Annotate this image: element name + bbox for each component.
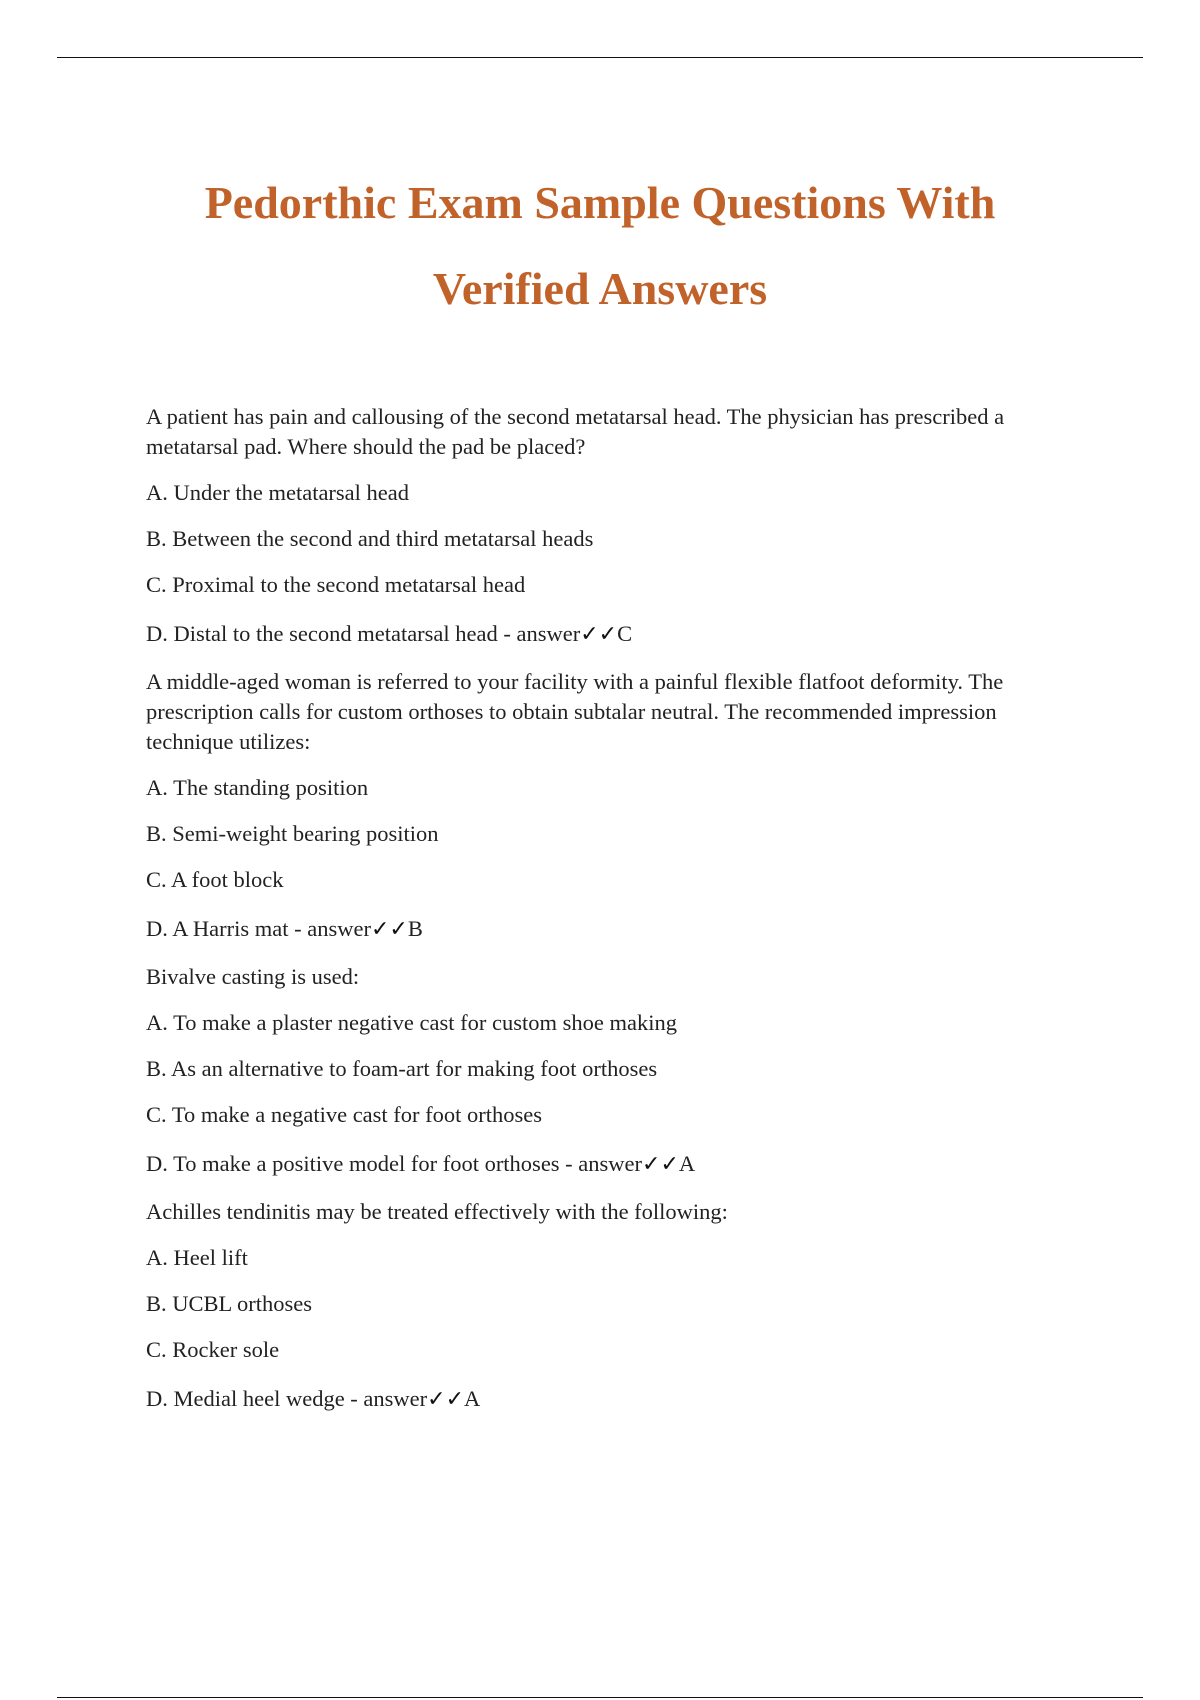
question-2-option-d bbox=[146, 911, 1086, 948]
question-3-option-c: C. To make a negative cast for foot orthoses bbox=[146, 1102, 543, 1127]
check-icon: ✓✓ bbox=[642, 1152, 679, 1177]
question-4-option-b: B. UCBL orthoses bbox=[146, 1291, 313, 1316]
question-3-option-b: B. As an alternative to foam-art for making foot orthoses bbox=[146, 1056, 658, 1081]
question-4-answer: A bbox=[464, 1386, 481, 1411]
question-1-option-d-text: D. Distal to the second metatarsal head - answer bbox=[146, 621, 581, 646]
question-2-option-a: A. The standing position bbox=[146, 775, 369, 800]
question-1-option-b: B. Between the second and third metatarsal heads bbox=[146, 526, 594, 551]
question-1-option-a: A. Under the metatarsal head bbox=[146, 480, 410, 505]
question-3-answer: A bbox=[678, 1151, 696, 1176]
question-1-option-c: C. Proximal to the second metatarsal head bbox=[146, 572, 526, 597]
question-4-option-d bbox=[146, 1381, 1086, 1418]
question-stem-3: Bivalve casting is used: bbox=[146, 964, 360, 989]
question-4-option-a: A. Heel lift bbox=[146, 1245, 248, 1270]
question-stem-1: A patient has pain and callousing of the second metatarsal head. The physician has prescribed a metatarsal pad. Where should the pad be placed? bbox=[146, 404, 1005, 459]
check-icon: ✓✓ bbox=[580, 622, 618, 647]
question-2-option-b: B. Semi-weight bearing position bbox=[146, 821, 439, 846]
question-4-option-c: C. Rocker sole bbox=[146, 1337, 280, 1362]
question-4-option-d-text: D. Medial heel wedge - answer bbox=[146, 1386, 428, 1411]
top-rule bbox=[57, 57, 1143, 58]
document-title-line-1: Pedorthic Exam Sample Questions With bbox=[204, 177, 996, 228]
question-2-option-d-text: D. A Harris mat - answer bbox=[146, 916, 371, 941]
bottom-rule bbox=[57, 1697, 1143, 1698]
questions-list bbox=[146, 402, 1086, 1432]
question-stem-2: A middle-aged woman is referred to your facility with a painful flexible flatfoot deformity. The prescription calls for custom orthoses to obtain subtalar neutral. The recommended impression technique utilizes: bbox=[146, 669, 1004, 754]
question-2-answer: B bbox=[407, 916, 423, 941]
question-1-answer: C bbox=[617, 621, 633, 646]
document-title bbox=[0, 160, 1200, 332]
check-icon: ✓✓ bbox=[370, 917, 408, 942]
question-2-option-c: C. A foot block bbox=[146, 867, 284, 892]
question-stem-4: Achilles tendinitis may be treated effectively with the following: bbox=[146, 1199, 728, 1224]
question-1-option-d bbox=[146, 616, 1086, 653]
question-3-option-d bbox=[146, 1146, 1086, 1183]
question-3-option-a: A. To make a plaster negative cast for custom shoe making bbox=[146, 1010, 677, 1035]
question-3-option-d-text: D. To make a positive model for foot orthoses - answer bbox=[146, 1151, 643, 1176]
document-title-line-2: Verified Answers bbox=[432, 263, 768, 314]
check-icon: ✓✓ bbox=[427, 1387, 465, 1412]
